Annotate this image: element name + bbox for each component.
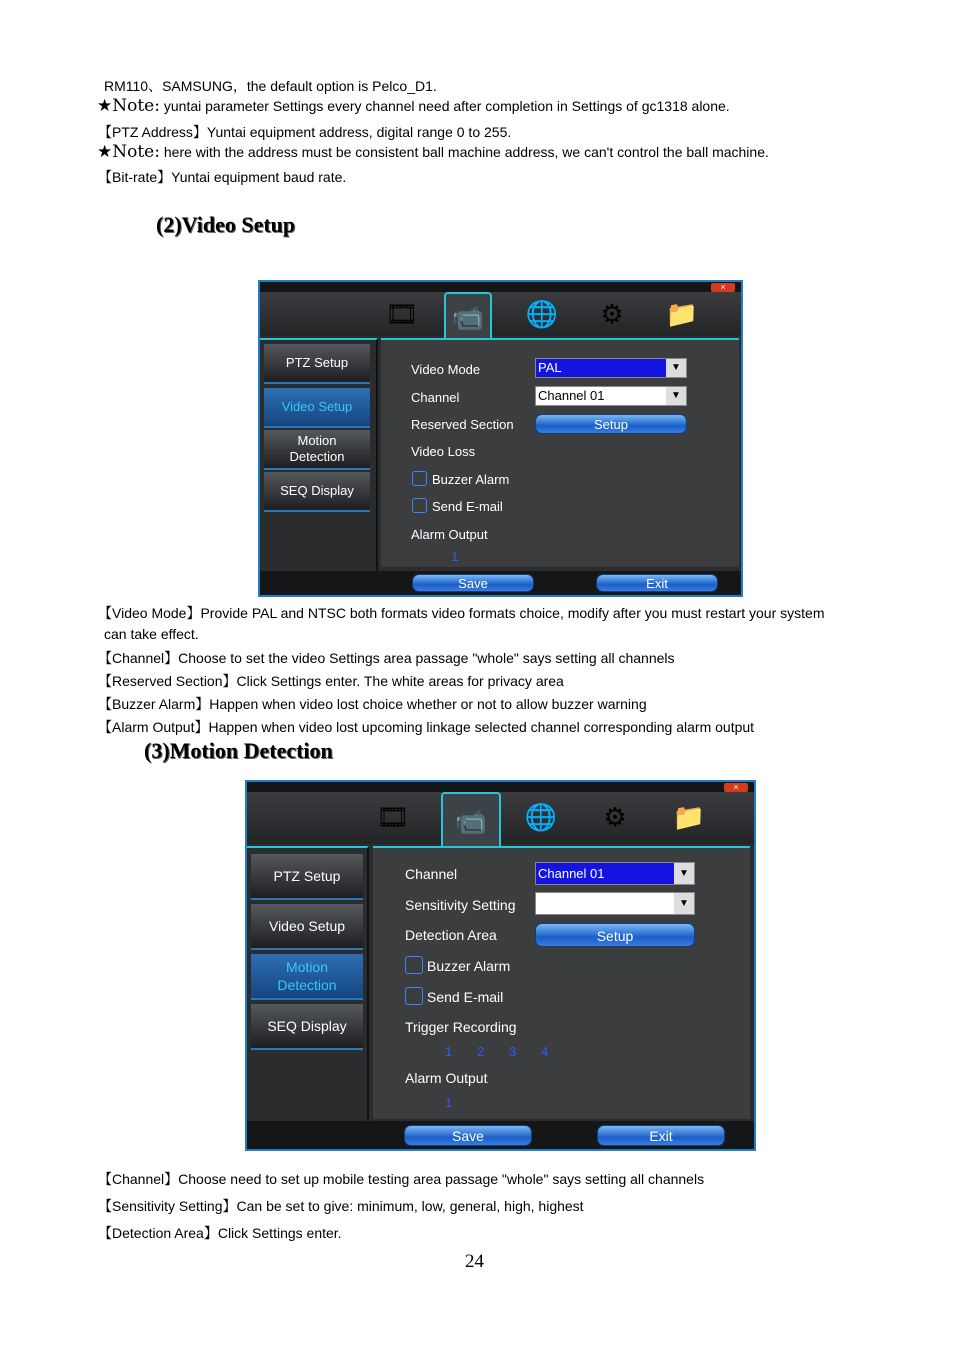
send-email-label: Send E-mail: [427, 989, 504, 1005]
ptz-address-line: 【PTZ Address】Yuntai equipment address, digital range 0 to 255.: [98, 124, 512, 140]
exit-button[interactable]: Exit: [596, 574, 718, 592]
seq-display-button[interactable]: SEQ Display: [251, 1004, 363, 1050]
channel-label: Channel: [411, 390, 460, 405]
reserved-section-label: Reserved Section: [411, 417, 514, 432]
nav-label: Detection: [277, 977, 337, 993]
chevron-down-icon: ▼: [674, 863, 694, 884]
note-mark: ★Note:: [97, 96, 160, 116]
bottom-bar: [260, 571, 741, 595]
alarm-output-label: Alarm Output: [411, 527, 488, 542]
gears-icon[interactable]: ⚙: [603, 801, 627, 832]
channel-select[interactable]: [535, 862, 695, 885]
desc-line: 【Video Mode】Provide PAL and NTSC both formats video formats choice, modify after you must restart your system: [98, 605, 825, 621]
desc-line: 【Channel】Choose need to set up mobile testing area passage "whole" says setting all channels: [98, 1171, 705, 1187]
detection-area-label: Detection Area: [405, 927, 497, 943]
intro-line: RM110、SAMSUNG，the default option is Pelco_D1.: [104, 78, 437, 94]
film-icon[interactable]: 🎞: [385, 298, 419, 329]
alarm-output-channel[interactable]: 1: [445, 1095, 453, 1110]
chevron-down-icon: ▼: [666, 387, 686, 405]
motion-detection-button[interactable]: [264, 430, 370, 470]
video-setup-screen: [258, 280, 743, 597]
trigger-channel-3[interactable]: 3: [509, 1044, 517, 1059]
buzzer-alarm-checkbox[interactable]: [412, 471, 427, 486]
reserved-setup-button[interactable]: Setup: [535, 414, 687, 434]
note-text: here with the address must be consistent ball machine address, we can't control the ball machine.: [163, 144, 769, 160]
desc-line: 【Alarm Output】Happen when video lost upcoming linkage selected channel corresponding alarm output: [98, 719, 755, 735]
select-value: Channel 01: [536, 863, 674, 884]
save-button[interactable]: Save: [404, 1125, 532, 1146]
ptz-setup-button[interactable]: PTZ Setup: [264, 344, 370, 384]
nav-label: Motion: [285, 959, 329, 975]
video-setup-heading: (2)Video Setup: [156, 212, 296, 237]
video-setup-button[interactable]: Video Setup: [251, 904, 363, 950]
film-icon[interactable]: 🎞: [376, 801, 410, 832]
buzzer-alarm-label: Buzzer Alarm: [427, 958, 511, 974]
menu-icon-row: [247, 792, 754, 844]
seq-display-button[interactable]: SEQ Display: [264, 472, 370, 512]
trigger-channel-1[interactable]: 1: [445, 1044, 453, 1059]
note-mark: ★Note:: [97, 142, 160, 162]
network-globe-icon[interactable]: 🌐: [524, 801, 558, 832]
chevron-down-icon: ▼: [666, 359, 686, 377]
settings-panel: [373, 846, 750, 1119]
motion-detection-heading: (3)Motion Detection: [144, 738, 333, 763]
close-button[interactable]: ×: [724, 783, 748, 792]
chevron-down-icon: ▼: [674, 893, 694, 914]
select-value: Channel 01: [538, 388, 605, 403]
folder-icon[interactable]: 📁: [665, 298, 699, 329]
bottom-bar: [247, 1121, 754, 1149]
desc-line: 【Reserved Section】Click Settings enter. The white areas for privacy area: [98, 673, 564, 689]
page-number: 24: [465, 1251, 484, 1272]
select-value: PAL: [536, 359, 666, 377]
trigger-channel-2[interactable]: 2: [477, 1044, 485, 1059]
trigger-channel-4[interactable]: 4: [541, 1044, 549, 1059]
buzzer-alarm-label: Buzzer Alarm: [432, 472, 510, 487]
bitrate-line: 【Bit-rate】Yuntai equipment baud rate.: [98, 169, 347, 185]
menu-icon-row: [260, 292, 741, 336]
save-button[interactable]: Save: [412, 574, 534, 592]
desc-line: can take effect.: [104, 626, 199, 642]
channel-select[interactable]: [535, 386, 687, 406]
camera-icon[interactable]: 📹: [441, 792, 501, 848]
video-mode-label: Video Mode: [411, 362, 481, 377]
motion-detection-screen: [245, 780, 756, 1151]
sensitivity-select[interactable]: [535, 892, 695, 915]
camera-icon[interactable]: 📹: [444, 292, 492, 340]
desc-line: 【Buzzer Alarm】Happen when video lost choice whether or not to allow buzzer warning: [98, 696, 647, 712]
send-email-checkbox[interactable]: [405, 987, 423, 1005]
desc-line: 【Sensitivity Setting】Can be set to give: minimum, low, general, high, highest: [98, 1198, 584, 1214]
desc-line: 【Detection Area】Click Settings enter.: [98, 1225, 342, 1241]
folder-icon[interactable]: 📁: [672, 801, 706, 832]
note-line-1: [97, 96, 730, 116]
channel-label: Channel: [405, 866, 458, 882]
desc-line: 【Channel】Choose to set the video Settings area passage "whole" says setting all channels: [98, 650, 675, 666]
ptz-setup-button[interactable]: PTZ Setup: [251, 854, 363, 900]
settings-panel: [381, 338, 739, 567]
video-loss-label: Video Loss: [411, 444, 476, 459]
note-text: yuntai parameter Settings every channel need after completion in Settings of gc1318 alone.: [163, 98, 730, 114]
exit-button[interactable]: Exit: [597, 1125, 725, 1146]
video-mode-select[interactable]: [535, 358, 687, 378]
network-globe-icon[interactable]: 🌐: [525, 298, 559, 329]
send-email-checkbox[interactable]: [412, 498, 427, 513]
buzzer-alarm-checkbox[interactable]: [405, 956, 423, 974]
trigger-recording-label: Trigger Recording: [405, 1019, 517, 1035]
title-bar: [260, 282, 741, 292]
close-button[interactable]: ×: [711, 283, 735, 292]
select-value: [536, 893, 674, 914]
motion-detection-button[interactable]: [251, 954, 363, 1000]
sensitivity-label: Sensitivity Setting: [405, 897, 516, 913]
left-nav: [247, 846, 369, 1121]
title-bar: [247, 782, 754, 792]
left-nav: [260, 338, 378, 571]
detection-setup-button[interactable]: Setup: [535, 923, 695, 947]
nav-label: Motion: [297, 433, 337, 448]
note-line-2: [97, 142, 769, 162]
send-email-label: Send E-mail: [432, 499, 503, 514]
gears-icon[interactable]: ⚙: [600, 298, 624, 329]
alarm-output-label: Alarm Output: [405, 1070, 488, 1086]
alarm-output-channel[interactable]: 1: [451, 549, 459, 564]
video-setup-button[interactable]: Video Setup: [264, 388, 370, 428]
nav-label: Detection: [289, 449, 345, 464]
